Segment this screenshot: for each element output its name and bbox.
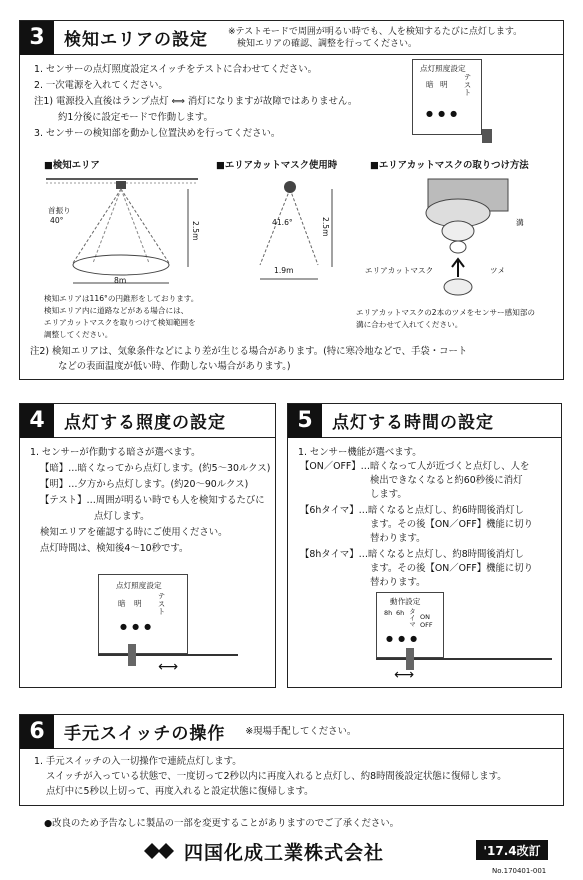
s6-line-1: 1. 手元スイッチの入一切操作で連続点灯します。	[34, 756, 242, 767]
note-2-a: 注2) 検知エリアは、気象条件などにより差が生じる場合があります。(特に寒冷地などで、手袋・コート	[30, 346, 468, 357]
slide-arrow-icon: ⟷	[158, 659, 179, 675]
section-number: 5	[288, 404, 322, 438]
note-2-b: などの表面温度が低い時、作動しない場合があります。)	[58, 361, 291, 372]
section-3	[19, 20, 564, 380]
s4-line-6: 検知エリアを確認する時にご使用ください。	[40, 527, 228, 538]
section-title: 点灯する時間の設定	[332, 413, 494, 433]
s5-line-1: 1. センサー機能が選べます。	[298, 447, 422, 458]
width-label: 8m	[114, 276, 127, 285]
instruction-2: 2. 一次電源を入れてください。	[34, 80, 168, 91]
note-1-cont: 約1分後に設定モードで作動します。	[58, 112, 213, 123]
illuminance-switch-diagram: 点灯照度設定 暗 明 テスト ● ● ● ⟷	[98, 574, 238, 674]
company-name: 四国化成工業株式会社	[184, 841, 385, 864]
section-title: 手元スイッチの操作	[64, 724, 226, 744]
mask-width: 1.9m	[274, 266, 294, 275]
caption-1-b: 検知エリア内に道路などがある場合には、	[44, 306, 189, 315]
tab-label: ツメ	[490, 266, 506, 275]
swing-label: 首振り	[48, 206, 71, 215]
section-number: 4	[20, 404, 54, 438]
s4-line-7: 点灯時間は、検知後4～10秒です。	[40, 543, 189, 554]
swing-angle: 40°	[50, 216, 64, 225]
revision-badge: '17.4改訂	[476, 840, 548, 860]
s6-line-2: スイッチが入っている状態で、一度切って2秒以内に再度入れると点灯し、約8時間後設定状態に復帰します。	[46, 771, 507, 782]
mask-attach-diagram	[408, 173, 518, 303]
caption-1-c: エリアカットマスクを取りつけて検知範囲を	[44, 318, 196, 327]
sensor-device-diagram: 点灯照度設定 暗 明 テスト ● ● ●	[412, 59, 492, 139]
section-number: 6	[20, 715, 54, 749]
fig-title-detection-area: ■検知エリア	[44, 160, 100, 171]
note-1: 注1) 電源投入直後はランプ点灯 ⟺ 消灯になりますが故障ではありません。	[34, 96, 358, 107]
s5-line-6: ます。その後【ON／OFF】機能に切り	[370, 519, 534, 530]
s4-line-5: 点灯します。	[94, 511, 150, 522]
s5-line-7: 替わります。	[370, 533, 426, 544]
s5-line-3: 検出できなくなると約60秒後に消灯	[370, 475, 523, 486]
s6-line-3: 点灯中に5秒以上切って、再度入れると設定状態に復帰します。	[46, 786, 314, 797]
section-6	[19, 714, 564, 806]
fig-title-mask-attach: ■エリアカットマスクの取りつけ方法	[370, 160, 529, 171]
company-logo	[142, 838, 462, 864]
company-mark-icon	[142, 841, 176, 861]
s4-line-3: 【明】…夕方から点灯します。(約20～90ルクス)	[40, 479, 249, 490]
caption-1-a: 検知エリアは116°の円錐形をしております。	[44, 294, 199, 303]
mask-angle: 41.6°	[272, 218, 293, 227]
s4-line-2: 【暗】…暗くなってから点灯します。(約5～30ルクス)	[40, 463, 271, 474]
section-4	[19, 403, 276, 688]
height-label: 2.5m	[191, 221, 200, 241]
s5-line-4: します。	[370, 489, 407, 500]
caption-1-d: 調整してください。	[44, 330, 113, 339]
caption-3-a: エリアカットマスクの2本のツメをセンサー感知部の	[356, 308, 536, 317]
s5-line-10: 替わります。	[370, 577, 426, 588]
section-note: ※テストモードで周囲が明るい時でも、人を検知するたびに点灯します。 検知エリアの確認、調整を行ってください。	[228, 26, 523, 49]
mask-label: エリアカットマスク	[365, 266, 434, 275]
s5-line-2: 【ON／OFF】…暗くなって人が近づくと点灯し、人を	[300, 461, 530, 472]
s5-line-8: 【8hタイマ】…暗くなると点灯し、約8時間後消灯し	[300, 549, 524, 560]
fig-title-mask-use: ■エリアカットマスク使用時	[216, 160, 338, 171]
section-title: 検知エリアの設定	[64, 30, 208, 50]
instruction-3: 3. センサーの検知部を動かし位置決めを行ってください。	[34, 128, 281, 139]
mask-height: 2.5m	[321, 217, 330, 237]
disclaimer: ●改良のため予告なしに製品の一部を変更することがありますのでご了承ください。	[44, 818, 400, 829]
section-3-header	[20, 21, 563, 55]
instruction-1: 1. センサーの点灯照度設定スイッチをテストに合わせてください。	[34, 64, 318, 75]
caption-3-b: 溝に合わせて入れてください。	[356, 320, 463, 329]
s5-line-5: 【6hタイマ】…暗くなると点灯し、約6時間後消灯し	[300, 505, 524, 516]
s5-line-9: ます。その後【ON／OFF】機能に切り	[370, 563, 534, 574]
s4-line-4: 【テスト】…周囲が明るい時でも人を検知するたびに	[40, 495, 265, 506]
section-number: 3	[20, 21, 54, 55]
section-5	[287, 403, 562, 688]
slide-arrow-icon: ⟷	[394, 667, 415, 683]
s4-line-1: 1. センサーが作動する暗さが選べます。	[30, 447, 201, 458]
document-code: No.170401-001	[492, 867, 547, 875]
section-note: ※現場手配してください。	[245, 725, 357, 737]
groove-label: 溝	[516, 218, 524, 227]
timer-switch-diagram: 動作設定 8h 6h タイマ ON OFF ● ● ● ⟷	[376, 592, 556, 684]
section-title: 点灯する照度の設定	[64, 413, 226, 433]
